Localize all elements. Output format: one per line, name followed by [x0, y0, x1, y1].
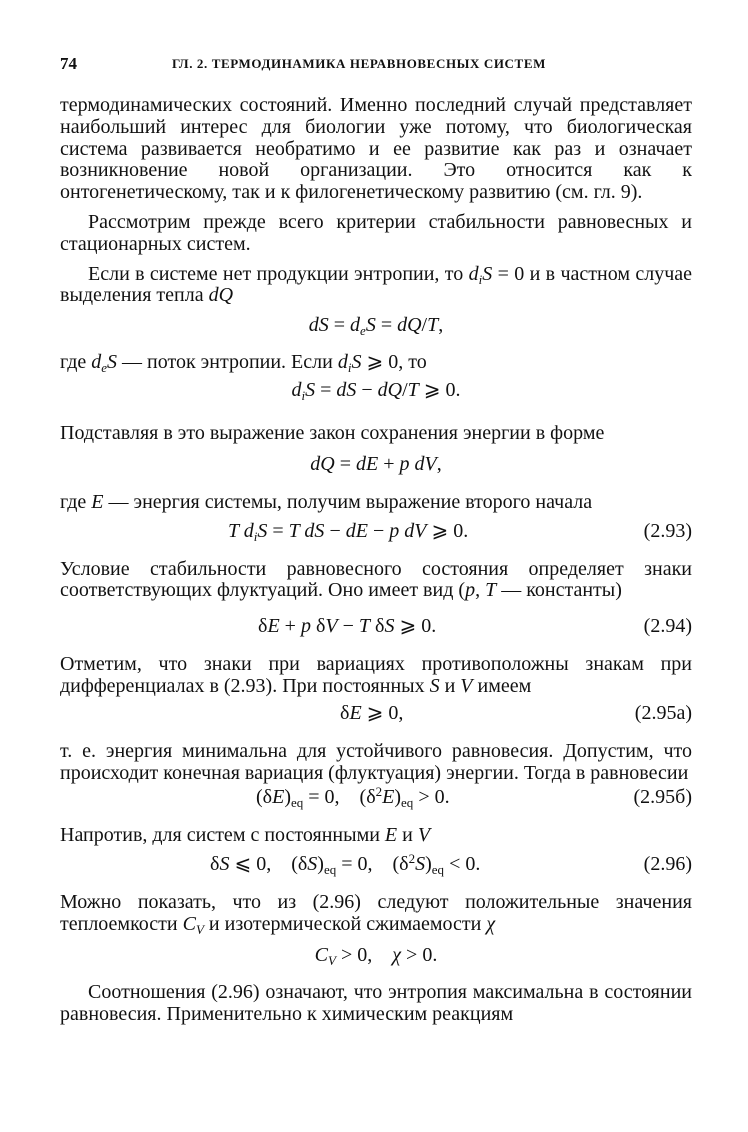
- paragraph-6-text-b: — энергия системы, получим выражение второго начала: [108, 490, 593, 513]
- paragraph-4: где $d_eS$ — поток энтропии. Если $d_iS$ ⩾ 0, то: [60, 351, 427, 376]
- paragraph-6: где E — энергия системы, получим выражение второго начала: [60, 490, 593, 513]
- paragraph-11: Можно показать, что из (2.96) следуют положительные значения теплоемкости $C_V$ и изотермической сжимаемости χ: [60, 891, 692, 937]
- paragraph-2: Рассмотрим прежде всего критерии стабильности равновесных и стационарных систем.: [60, 210, 692, 255]
- paragraph-8-text-b: и: [444, 674, 456, 697]
- paragraph-12: Соотношения (2.96) означают, что энтропия максимальна в состоянии равновесия. Применительно к химическим реакциям: [60, 980, 692, 1025]
- paragraph-5: Подставляя в это выражение закон сохранения энергии в форме: [60, 421, 605, 444]
- paragraph-8: Отметим, что знаки при вариациях противоположны знакам при дифференциалах в (2.93). При постоянных S и V имеем: [60, 653, 692, 697]
- paragraph-4-text-b: — поток энтропии. Если: [122, 351, 333, 374]
- paragraph-9: т. е. энергия минимальна для устойчивого равновесия. Допустим, что происходит конечная вариация (флуктуация) энергии. Тогда в равновесии: [60, 739, 692, 784]
- paragraph-10-text-b: и: [402, 824, 413, 847]
- book-page: [60, 46, 692, 1025]
- formula-cv: $C_V > 0$, χ > 0.: [314, 943, 438, 968]
- page-number: 74: [60, 54, 77, 73]
- equation-2-93: T $d_iS = T$ dS − dE − p dV ⩾ 0. (2.93): [228, 519, 692, 544]
- paragraph-3-text-a: Если в системе нет продукции энтропии, то: [88, 262, 464, 285]
- equation-2-96: δS ⩽ 0, $(\delta S)_{eq} = 0$, $(\delta^2S)_{eq} < 0$. (2.96): [210, 851, 692, 878]
- paragraph-10: Напротив, для систем с постоянными E и V: [60, 824, 431, 847]
- paragraph-8-text-c: имеем: [477, 674, 532, 697]
- paragraph-1: термодинамических состояний. Именно последний случай представляет наибольший интерес для биологии уже потому, что биологическая система развивается необратимо и ее развитие как раз и означает возникновение новой организации. Это относится как к онтогенетическому, так и к филогенетическому развитию (см. гл. 9).: [60, 94, 692, 204]
- formula-dq: dQ = dE + p dV,: [310, 452, 442, 475]
- paragraph-8-text-a: Отметим, что знаки при вариациях противоположны знакам при дифференциалах в (2.93). При постоянных: [60, 653, 692, 697]
- paragraph-3: Если в системе нет продукции энтропии, то $d_iS = 0$ и в частном случае выделения тепла dQ: [60, 262, 693, 307]
- equation-number: (2.95б): [633, 786, 692, 809]
- paragraph-7-text-a: Условие стабильности равновесного состояния определяет знаки соответствующих флуктуаций. Оно имеет вид: [60, 557, 692, 602]
- page-header: [60, 46, 692, 76]
- paragraph-7-text-b: — константы): [501, 579, 622, 602]
- paragraph-10-text-a: Напротив, для систем с постоянными: [60, 824, 380, 847]
- paragraph-6-text-a: где: [60, 490, 87, 513]
- paragraph-7: Условие стабильности равновесного состояния определяет знаки соответствующих флуктуаций. Оно имеет вид (p, T — константы): [60, 557, 692, 602]
- paragraph-4-text-a: где: [60, 351, 87, 374]
- equation-2-94: δE + p δV − T δS ⩾ 0. (2.94): [258, 615, 692, 638]
- equation-number: (2.96): [643, 853, 692, 876]
- running-head: ГЛ. 2. ТЕРМОДИНАМИКА НЕРАВНОВЕСНЫХ СИСТЕМ: [172, 56, 546, 71]
- paragraph-4-text-c: то: [408, 351, 427, 374]
- formula-ds: dS = $d_eS = dQ/T$,: [308, 314, 444, 339]
- equation-number: (2.95а): [634, 701, 692, 724]
- equation-2-95b: $(\delta E)_{eq} = 0$, $(\delta^2E)_{eq} > 0$. (2.95б): [256, 784, 692, 811]
- paragraph-3-text-b: и в частном случае выделения тепла: [60, 262, 693, 307]
- paragraph-11-text-b: и изотермической сжимаемости: [208, 912, 482, 935]
- equation-number: (2.94): [643, 615, 692, 638]
- equation-number: (2.93): [643, 519, 692, 542]
- equation-2-95a: δE ⩾ 0, (2.95а): [340, 701, 692, 724]
- formula-dis: $d_iS$ = dS − dQ/T ⩾ 0.: [291, 378, 461, 403]
- paragraph-11-text-a: Можно показать, что из (2.96) следуют положительные значения теплоемкости: [60, 891, 692, 935]
